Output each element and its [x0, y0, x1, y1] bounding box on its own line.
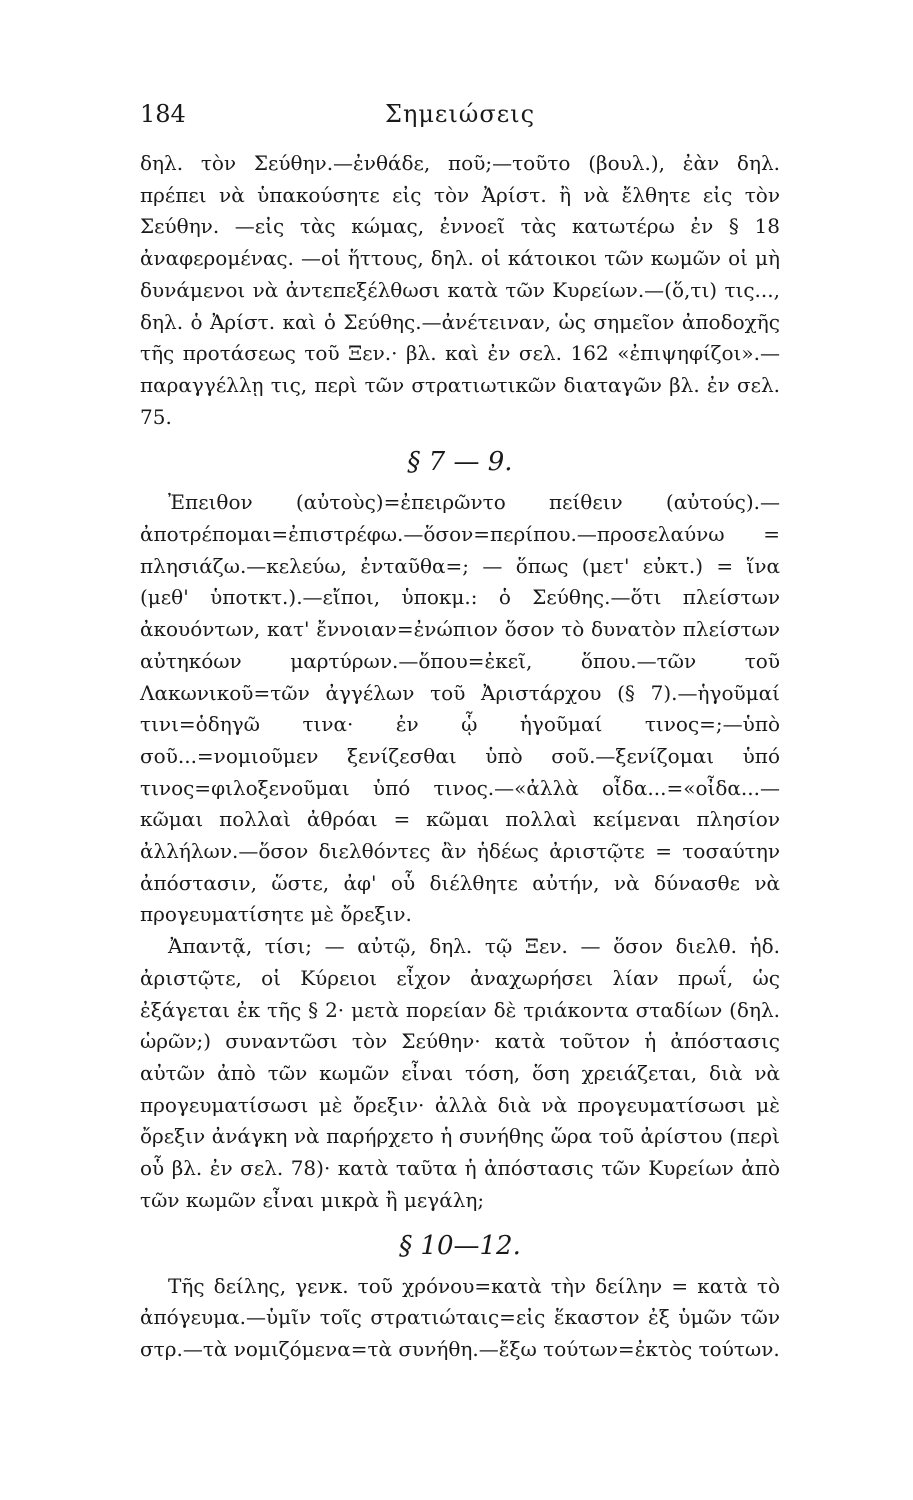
page-body — [140, 148, 780, 1366]
note-paragraph-4: Τῆς δείλης, γενκ. τοῦ χρόνου=κατὰ τὴν δείλην = κατὰ τὸ ἀπόγευμα.—ὑμῖν τοῖς στρατιώταις=εἰς ἕκαστον ἐξ ὑμῶν τῶν στρ.—τὰ νομιζόμενα=τὰ συνήθη.—ἔξω τούτων=ἐκτὸς τούτων. — [140, 1273, 780, 1361]
page-header — [140, 100, 780, 136]
running-title: Σημειώσεις — [384, 100, 536, 128]
section-heading-7-9: § 7 — 9. — [407, 447, 513, 478]
section-heading-10-12: § 10—12. — [399, 1230, 521, 1261]
page-number: 184 — [140, 100, 186, 128]
note-paragraph-2: Ἐπειθον (αὐτοὺς)=ἐπειρῶντο πείθειν (αὐτούς).—ἀποτρέπομαι=ἐπιστρέφω.—ὅσον=περίπου.—προσελαύνω = πλησιάζω.—κελεύω, ἐνταῦθα=; — ὅπως (μετ' εὐκτ.) = ἵνα (μεθ' ὑποτκτ.).—εἴποι, ὑποκμ.: ὁ Σεύθης.—ὅτι πλείστων ἀκουόντων, κατ' ἔννοιαν=ἐνώπιον ὅσον τὸ δυνατὸν πλείστων αὐτηκόων μαρτύρων.—ὅπου=ἐκεῖ, ὅπου.—τῶν τοῦ Λακωνικοῦ=τῶν ἀγγέλων τοῦ Ἀριστάρχου (§ 7).—ἡγοῦμαί τινι=ὁδηγῶ τινα· ἐν ᾧ ἡγοῦμαί τινος=;—ὑπὸ σοῦ...=νομιοῦμεν ξενίζεσθαι ὑπὸ σοῦ.—ξενίζομαι ὑπό τινος=φιλοξενοῦμαι ὑπό τινος.—«ἀλλὰ οἶδα...=«οἶδα...—κῶμαι πολλαὶ ἀθρόαι = κῶμαι πολλαὶ κείμεναι πλησίον ἀλλήλων.—ὅσον διελθόντες ἂν ἡδέως ἀριστῷτε = τοσαύτην ἀπόστασιν, ὥστε, ἀφ' οὗ διέλθητε αὐτήν, νὰ δύνασθε νὰ προγευματίσητε μὲ ὄρεξιν. — [140, 490, 780, 927]
note-paragraph-1: δηλ. τὸν Σεύθην.—ἐνθάδε, ποῦ;—τοῦτο (βουλ.), ἐὰν δηλ. πρέπει νὰ ὑπακούσητε εἰς τὸν Ἀρίστ. ἢ νὰ ἔλθητε εἰς τὸν Σεύθην. —εἰς τὰς κώμας, ἐννοεῖ τὰς κατωτέρω ἐν § 18 ἀναφερομένας. —οἱ ἥττους, δηλ. οἱ κάτοικοι τῶν κωμῶν οἱ μὴ δυνάμενοι νὰ ἀντεπεξέλθωσι κατὰ τῶν Κυρείων.—(ὅ,τι) τις..., δηλ. ὁ Ἀρίστ. καὶ ὁ Σεύθης.—ἀνέτειναν, ὡς σημεῖον ἀποδοχῆς τῆς προτάσεως τοῦ Ξεν.· βλ. καὶ ἐν σελ. 162 «ἐπιψηφίζοι».—παραγγέλλῃ τις, περὶ τῶν στρατιωτικῶν διαταγῶν βλ. ἐν σελ. 75. — [140, 151, 780, 429]
note-paragraph-3: Ἀπαντᾷ, τίσι; — αὐτῷ, δηλ. τῷ Ξεν. — ὅσον διελθ. ἡδ. ἀριστῷτε, οἱ Κύρειοι εἶχον ἀναχωρήσει λίαν πρωΐ, ὡς ἐξάγεται ἐκ τῆς § 2· μετὰ πορείαν δὲ τριάκοντα σταδίων (δηλ. ὡρῶν;) συναντῶσι τὸν Σεύθην· κατὰ τοῦτον ἡ ἀπόστασις αὐτῶν ἀπὸ τῶν κωμῶν εἶναι τόση, ὅση χρειάζεται, διὰ νὰ προγευματίσωσι μὲ ὄρεξιν· ἀλλὰ διὰ νὰ προγευματίσωσι μὲ ὄρεξιν ἀνάγκη νὰ παρήρχετο ἡ συνήθης ὥρα τοῦ ἀρίστου (περὶ οὗ βλ. ἐν σελ. 78)· κατὰ ταῦτα ἡ ἀπόστασις τῶν Κυρείων ἀπὸ τῶν κωμῶν εἶναι μικρὰ ἢ μεγάλη; — [140, 934, 780, 1212]
